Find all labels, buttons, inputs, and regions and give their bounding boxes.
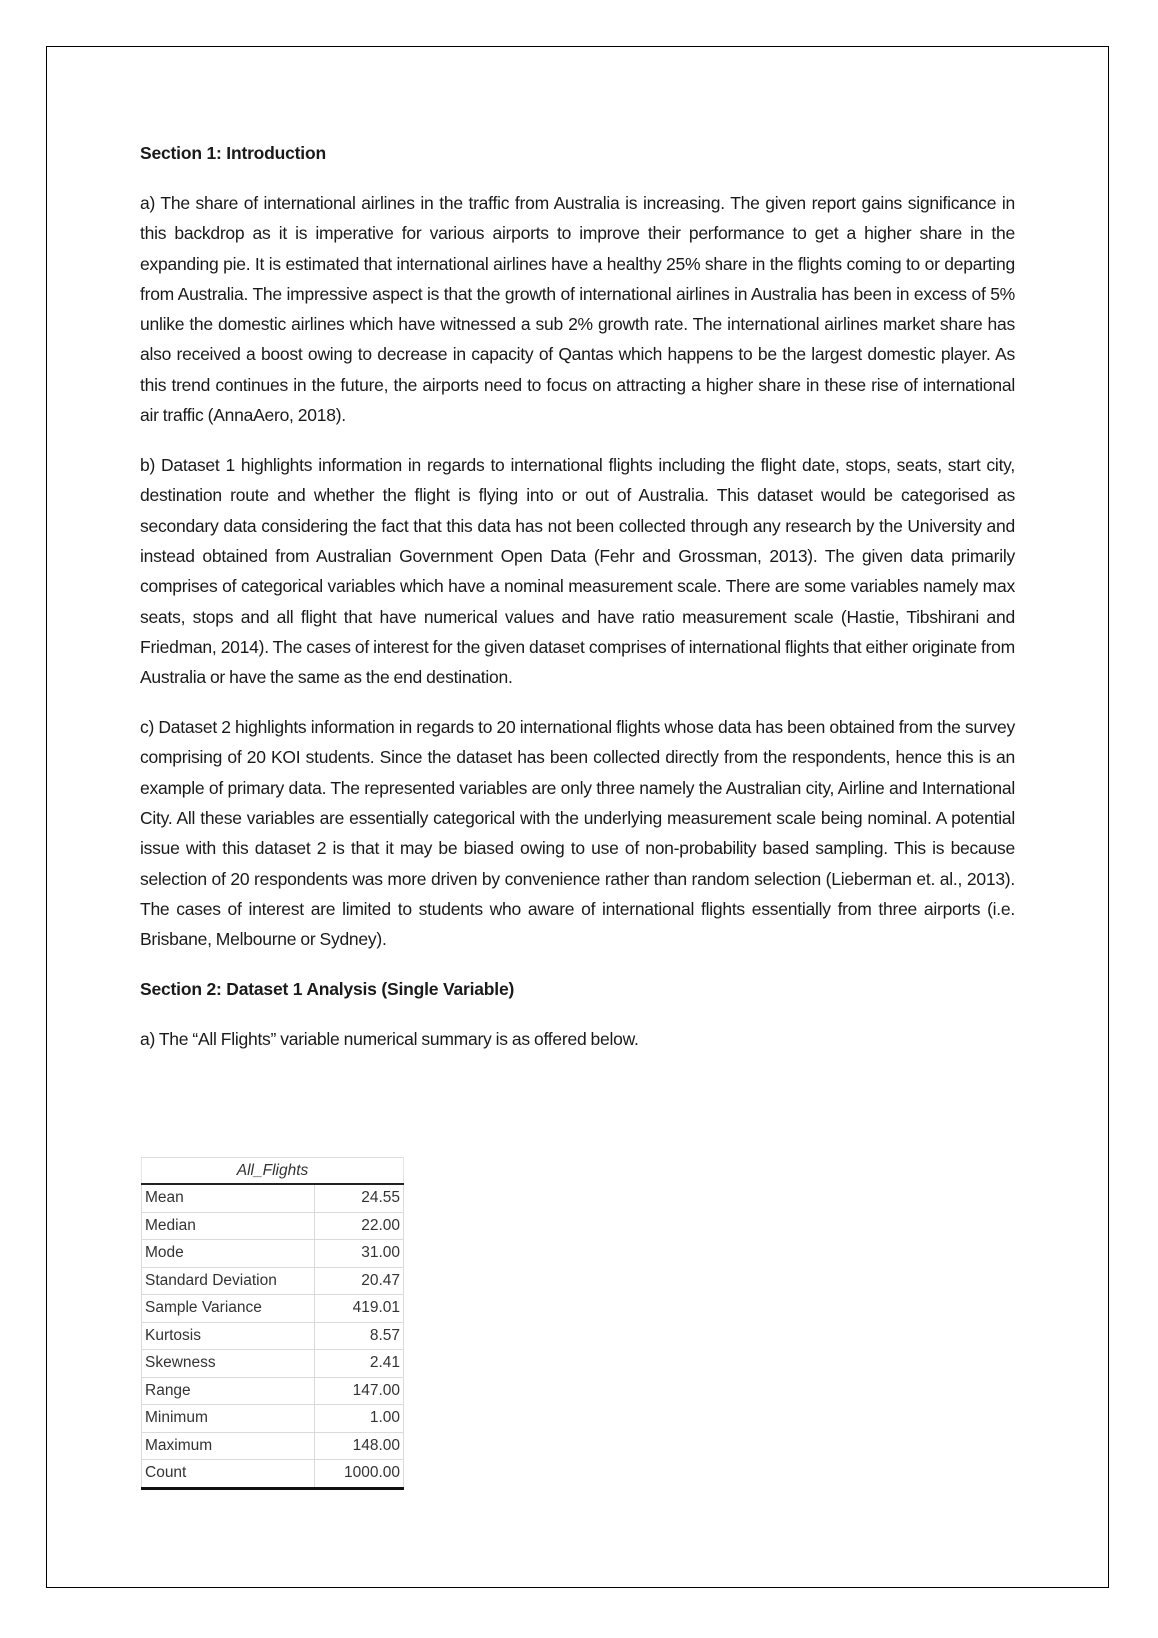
table-row (142, 1377, 404, 1405)
document-body (140, 138, 1015, 1074)
stat-label: Mode (142, 1240, 315, 1268)
stat-value: 1000.00 (315, 1460, 404, 1489)
table-header: All_Flights (142, 1158, 404, 1185)
stat-value: 22.00 (315, 1212, 404, 1240)
stat-value: 8.57 (315, 1322, 404, 1350)
stat-value: 31.00 (315, 1240, 404, 1268)
section2-intro: a) The “All Flights” variable numerical summary is as offered below. (140, 1029, 639, 1050)
stat-label: Standard Deviation (142, 1267, 315, 1295)
table-row (142, 1184, 404, 1212)
table-row (142, 1267, 404, 1295)
table-row (142, 1432, 404, 1460)
stat-label: Minimum (142, 1405, 315, 1433)
table-row (142, 1322, 404, 1350)
stat-value: 24.55 (315, 1184, 404, 1212)
stat-label: Maximum (142, 1432, 315, 1460)
stat-label: Sample Variance (142, 1295, 315, 1323)
stat-label: Count (142, 1460, 315, 1489)
stat-label: Kurtosis (142, 1322, 315, 1350)
stat-value: 419.01 (315, 1295, 404, 1323)
table-row (142, 1460, 404, 1489)
all-flights-summary-table (141, 1157, 404, 1490)
table-row (142, 1350, 404, 1378)
stat-value: 147.00 (315, 1377, 404, 1405)
stat-label: Mean (142, 1184, 315, 1212)
section1-heading: Section 1: Introduction (140, 143, 326, 163)
section1-paragraph-c: c) Dataset 2 highlights information in regards to 20 international flights whose data has been obtained from the survey comprising of 20 KOI students. Since the dataset has been collected directly from the respondents, hence this is an example of primary data. The represented variables are only three namely the Australian city, Airline and International City. All these variables are essentially categorical with the underlying measurement scale being nominal. A potential issue with this dataset 2 is that it may be biased owing to use of non-probability based sampling. This is because selection of 20 respondents was more driven by convenience rather than random selection (Lieberman et. al., 2013). The cases of interest are limited to students who aware of international flights essentially from three airports (i.e. Brisbane, Melbourne or Sydney). (140, 717, 1015, 950)
stat-value: 20.47 (315, 1267, 404, 1295)
stat-label: Skewness (142, 1350, 315, 1378)
section1-paragraph-b: b) Dataset 1 highlights information in regards to international flights including the flight date, stops, seats, start city, destination route and whether the flight is flying into or out of Australia. This dataset would be categorised as secondary data considering the fact that this data has not been collected through any research by the University and instead obtained from Australian Government Open Data (Fehr and Grossman, 2013). The given data primarily comprises of categorical variables which have a nominal measurement scale. There are some variables namely max seats, stops and all flight that have numerical values and have ratio measurement scale (Hastie, Tibshirani and Friedman, 2014). The cases of interest for the given dataset comprises of international flights that either originate from Australia or have the same as the end destination. (140, 455, 1015, 688)
table-row (142, 1405, 404, 1433)
stat-value: 1.00 (315, 1405, 404, 1433)
stat-value: 148.00 (315, 1432, 404, 1460)
stat-label: Range (142, 1377, 315, 1405)
table-row (142, 1212, 404, 1240)
section2-heading: Section 2: Dataset 1 Analysis (Single Variable) (140, 979, 515, 1000)
stat-label: Median (142, 1212, 315, 1240)
table-row (142, 1240, 404, 1268)
section1-paragraph-a: a) The share of international airlines in the traffic from Australia is increasing. The given report gains significance in this backdrop as it is imperative for various airports to improve their performance to get a higher share in the expanding pie. It is estimated that international airlines have a healthy 25% share in the flights coming to or departing from Australia. The impressive aspect is that the growth of international airlines in Australia has been in excess of 5% unlike the domestic airlines which have witnessed a sub 2% growth rate. The international airlines market share has also received a boost owing to decrease in capacity of Qantas which happens to be the largest domestic player. As this trend continues in the future, the airports need to focus on attracting a higher share in these rise of international air traffic (AnnaAero, 2018). (140, 193, 1015, 426)
table-row (142, 1295, 404, 1323)
table-header-row (142, 1158, 404, 1185)
stat-value: 2.41 (315, 1350, 404, 1378)
